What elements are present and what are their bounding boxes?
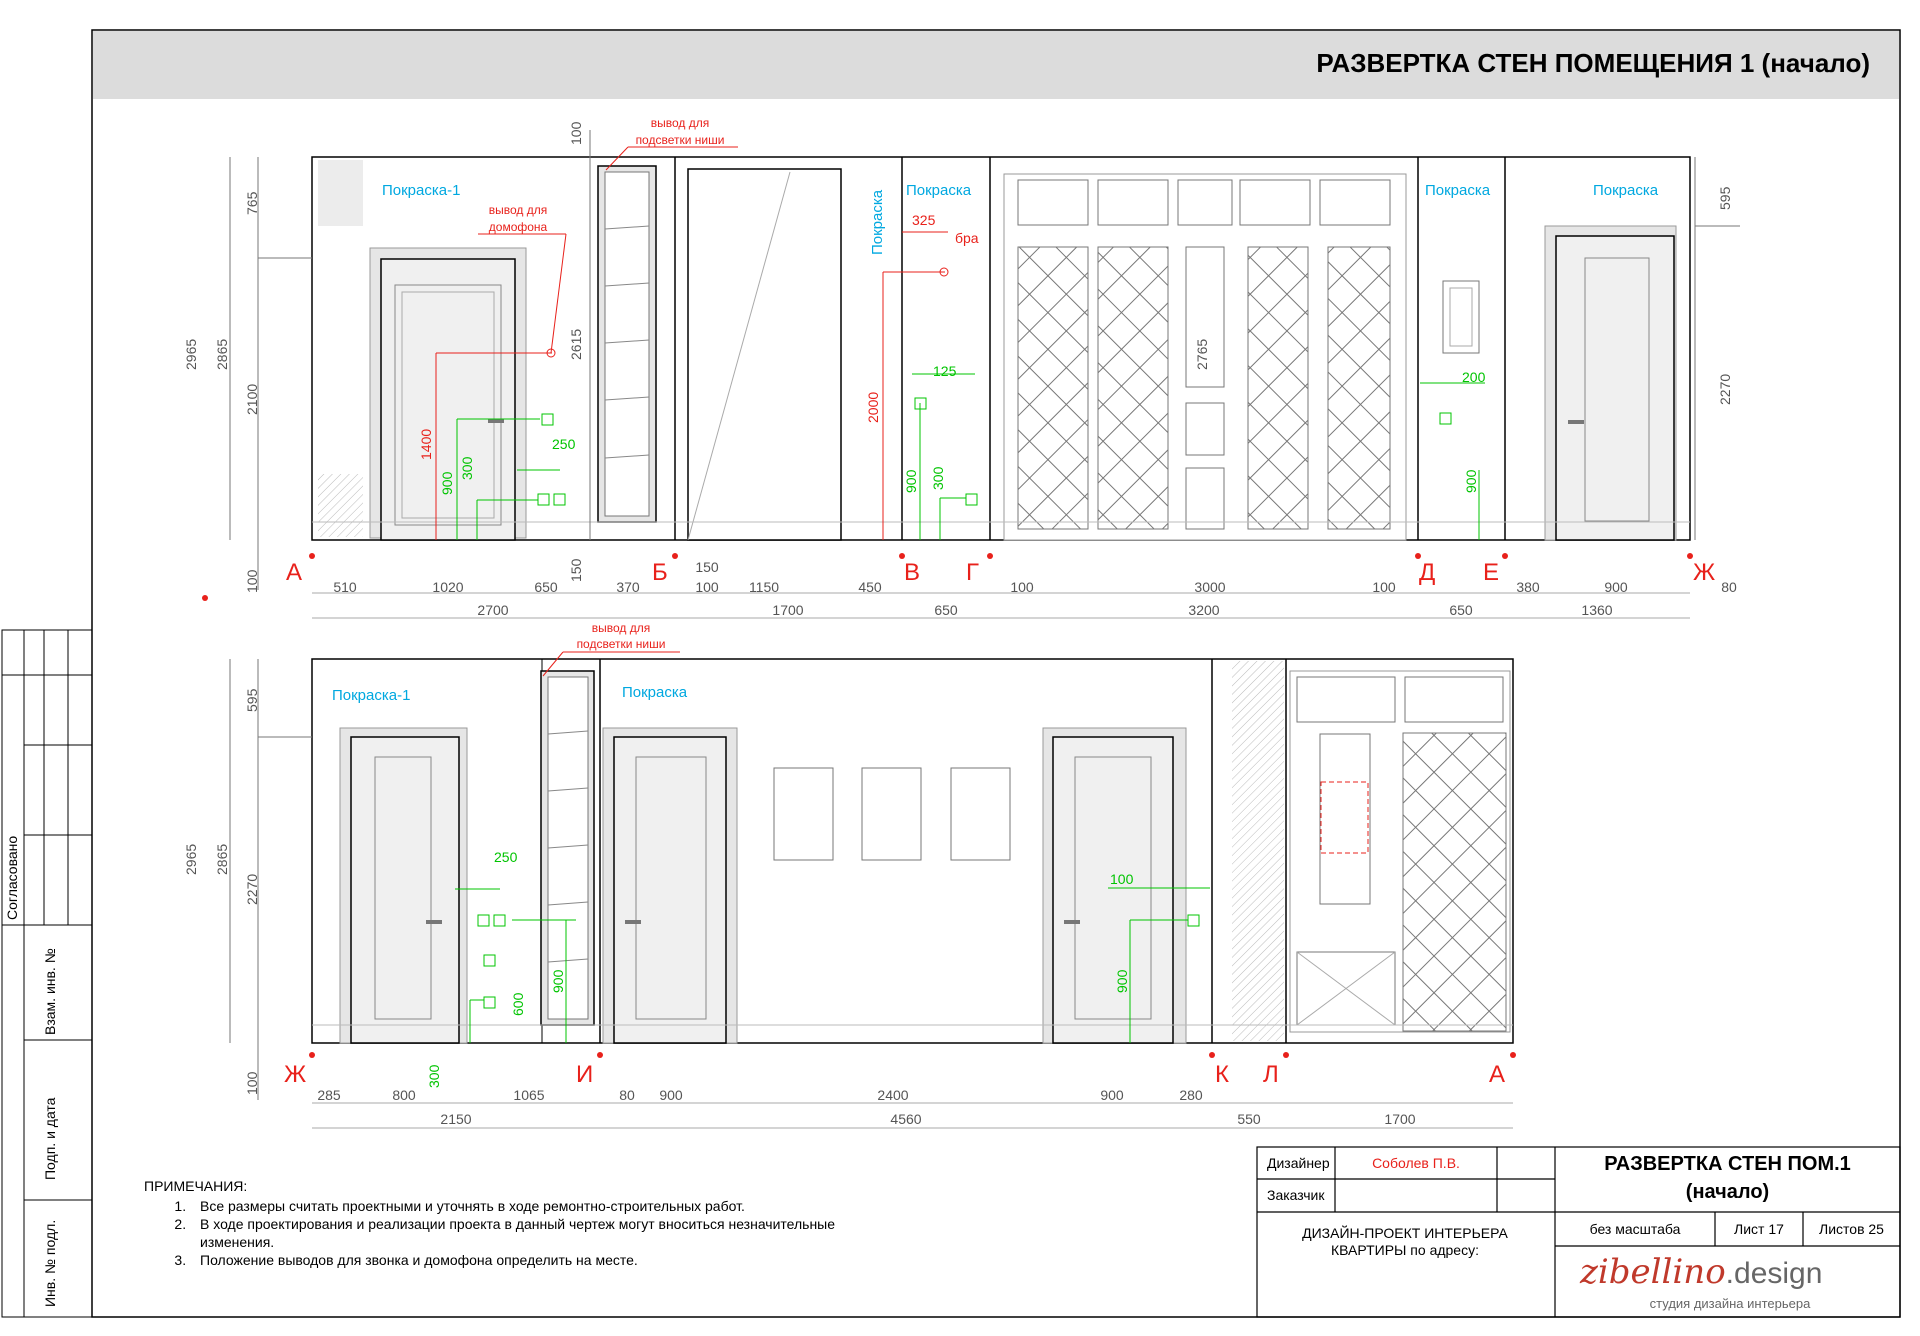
total-dim: 650	[1449, 602, 1473, 618]
hdim: 100	[1010, 579, 1034, 595]
red-dim: 2000	[865, 391, 881, 423]
vdim: 100	[244, 569, 260, 593]
picture-frame	[862, 768, 921, 860]
vdim: 100	[568, 121, 584, 145]
hdim: 1150	[748, 579, 780, 595]
picture-frame	[951, 768, 1010, 860]
hdim: 150	[695, 559, 719, 575]
axis-label: Г	[966, 559, 979, 586]
niche-note: подсветки ниши	[635, 133, 725, 147]
total-dim: 1700	[772, 602, 804, 618]
red-dim: 325	[912, 212, 936, 228]
sliding-panel	[688, 169, 841, 540]
sheet-number: Лист 17	[1734, 1220, 1784, 1237]
sconce-note: бра	[955, 230, 979, 246]
notes-heading: ПРИМЕЧАНИЯ:	[144, 1178, 248, 1194]
door-2	[1556, 236, 1674, 540]
hdim: 100	[695, 579, 719, 595]
green-dim: 200	[1462, 369, 1486, 385]
niche-note: вывод для	[650, 116, 710, 130]
green-dim: 900	[550, 969, 566, 993]
project-title: ДИЗАЙН-ПРОЕКТ ИНТЕРЬЕРА КВАРТИРЫ по адресу:	[1302, 1225, 1508, 1258]
axis-label: А	[1489, 1061, 1506, 1088]
hdim: 280	[1179, 1087, 1203, 1103]
axis-label: Ж	[284, 1061, 307, 1088]
paint-label: Покраска	[622, 684, 688, 701]
green-dim: 300	[459, 456, 475, 480]
hdim: 900	[1100, 1087, 1124, 1103]
green-dim: 100	[1110, 871, 1134, 887]
total-dim: 1360	[1581, 602, 1613, 618]
vdim: 2765	[1194, 338, 1210, 370]
logo-suffix: .design	[1725, 1257, 1823, 1290]
paint-label: Покраска-1	[332, 687, 411, 704]
axis-label: Б	[652, 559, 668, 586]
axis-label: В	[904, 559, 921, 586]
total-dim: 3200	[1188, 602, 1220, 618]
vdim: 2865	[214, 843, 230, 875]
elevation-1	[183, 116, 1740, 618]
green-dim: 300	[930, 466, 946, 490]
total-dim: 650	[934, 602, 958, 618]
axis-label: Ж	[1693, 559, 1716, 586]
intercom-note: домофона	[488, 220, 548, 234]
axis-label: К	[1215, 1061, 1229, 1088]
green-dim: 125	[933, 363, 957, 379]
hdim: 150	[568, 558, 584, 582]
sheet-title-1: РАЗВЕРТКА СТЕН ПОМ.1	[1604, 1152, 1851, 1175]
green-dim: 250	[494, 849, 518, 865]
vdim: 765	[244, 191, 260, 215]
hdim: 3000	[1194, 579, 1226, 595]
vdim: 2100	[244, 383, 260, 415]
note-item: 3. Положение выводов для звонка и домофона определить на месте.	[190, 1251, 904, 1269]
side-swap-inv: Взам. инв. №	[42, 948, 58, 1035]
green-dim: 250	[552, 436, 576, 452]
axis-label: Д	[1419, 559, 1436, 586]
vdim: 595	[1717, 186, 1733, 210]
total-dim: 4560	[890, 1111, 922, 1127]
vdim: 2615	[568, 328, 584, 360]
door-3	[351, 737, 459, 1043]
notes-block	[144, 1177, 904, 1269]
hdim: 2400	[877, 1087, 909, 1103]
designer-label: Дизайнер	[1267, 1154, 1330, 1171]
intercom-note: вывод для	[488, 203, 548, 217]
client-label: Заказчик	[1267, 1187, 1325, 1203]
vdim: 100	[244, 1071, 260, 1095]
axis-label: Л	[1263, 1061, 1279, 1088]
elevation-2	[183, 621, 1516, 1128]
side-sign-date: Подп. и дата	[42, 1097, 58, 1180]
door-4	[614, 737, 726, 1043]
vdim: 2270	[244, 873, 260, 905]
picture-frame	[774, 768, 833, 860]
frame-panel	[1443, 281, 1479, 353]
hdim: 80	[619, 1087, 635, 1103]
scale-value: без масштаба	[1589, 1220, 1681, 1237]
paint-label: Покраска-1	[382, 182, 461, 199]
hdim: 900	[1604, 579, 1628, 595]
note-item: 1. Все размеры считать проектными и уточнять в ходе ремонтно-строительных работ.	[190, 1197, 904, 1215]
column-hatch	[318, 160, 363, 226]
sheet-title-2: (начало)	[1685, 1180, 1770, 1203]
vdim: 2865	[214, 338, 230, 370]
niche-note: вывод для	[591, 621, 651, 635]
hdim: 450	[858, 579, 882, 595]
side-agreed: Согласовано	[4, 835, 20, 920]
green-dim: 300	[426, 1064, 442, 1088]
green-dim: 600	[510, 992, 526, 1016]
hdim: 1065	[513, 1087, 545, 1103]
side-inv-orig: Инв. № подл.	[42, 1219, 58, 1307]
total-dim: 2150	[440, 1111, 472, 1127]
axis-label: И	[576, 1061, 594, 1088]
total-dim: 1700	[1384, 1111, 1416, 1127]
total-dim: 550	[1237, 1111, 1261, 1127]
niche-note: подсветки ниши	[576, 637, 666, 651]
total-dim: 2700	[477, 602, 509, 618]
paint-label: Покраска	[1425, 182, 1491, 199]
hdim: 900	[659, 1087, 683, 1103]
vdim: 2965	[183, 338, 199, 370]
green-dim: 900	[1463, 469, 1479, 493]
green-dim: 900	[439, 471, 455, 495]
axis-label: Е	[1483, 559, 1500, 586]
green-dim: 900	[1114, 969, 1130, 993]
vdim: 2965	[183, 843, 199, 875]
hdim: 650	[534, 579, 558, 595]
door-1	[381, 259, 515, 540]
door-5	[1053, 737, 1173, 1043]
vdim: 595	[244, 688, 260, 712]
hdim: 380	[1516, 579, 1540, 595]
hdim: 800	[392, 1087, 416, 1103]
hdim: 100	[1372, 579, 1396, 595]
sheet-count: Листов 25	[1819, 1220, 1884, 1237]
hdim: 510	[333, 579, 357, 595]
axis-label: А	[286, 559, 303, 586]
studio-logo	[1580, 1252, 1880, 1298]
designer-name: Соболев П.В.	[1372, 1154, 1460, 1171]
page-title: РАЗВЕРТКА СТЕН ПОМЕЩЕНИЯ 1 (начало)	[1316, 48, 1870, 78]
paint-label: Покраска	[869, 189, 886, 255]
note-item: 2. В ходе проектирования и реализации проекта в данный чертеж могут вноситься незначительные изменения.	[190, 1215, 904, 1251]
vdim: 2270	[1717, 373, 1733, 405]
green-dim: 900	[903, 469, 919, 493]
studio-tagline: студия дизайна интерьера	[1649, 1295, 1811, 1311]
hdim: 285	[317, 1087, 341, 1103]
hdim: 80	[1721, 579, 1737, 595]
red-dim: 1400	[418, 428, 434, 460]
logo-script: zibellino	[1580, 1252, 1726, 1292]
hdim: 370	[616, 579, 640, 595]
hdim: 1020	[432, 579, 464, 595]
paint-label: Покраска	[1593, 182, 1659, 199]
paint-label: Покраска	[906, 182, 972, 199]
